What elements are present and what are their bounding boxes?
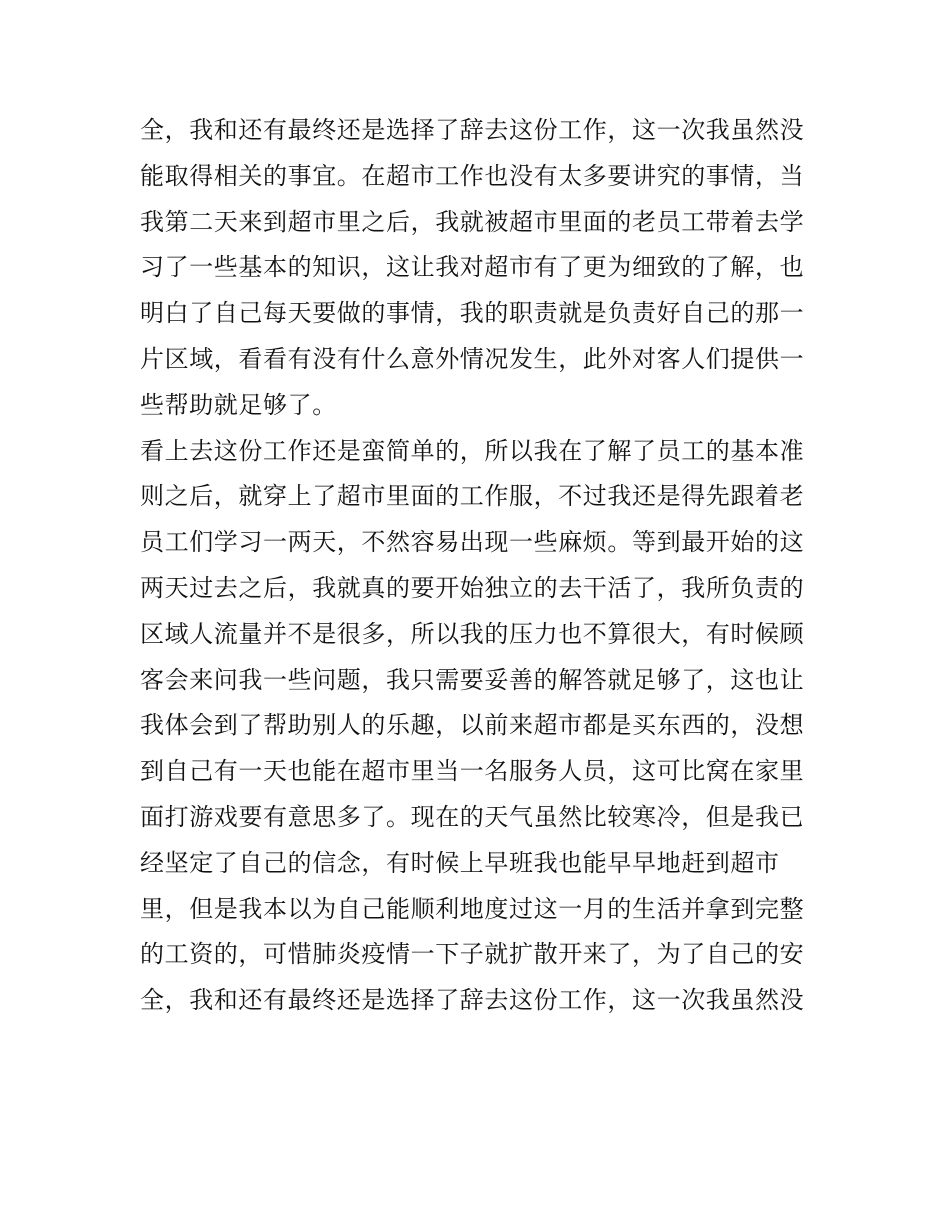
text-line: 里，但是我本以为自己能顺利地度过这一月的生活并拿到完整 <box>140 894 805 923</box>
text-line: 全，我和还有最终还是选择了辞去这份工作，这一次我虽然没 <box>140 986 805 1015</box>
text-line: 看上去这份工作还是蛮简单的，所以我在了解了员工的基本准 <box>140 436 805 465</box>
text-line: 片区域，看看有没有什么意外情况发生，此外对客人们提供一 <box>140 344 805 373</box>
text-line: 面打游戏要有意思多了。现在的天气虽然比较寒冷，但是我已 <box>140 802 805 831</box>
text-line: 习了一些基本的知识，这让我对超市有了更为细致的了解，也 <box>140 253 805 282</box>
text-line: 我体会到了帮助别人的乐趣，以前来超市都是买东西的，没想 <box>140 711 805 740</box>
text-line: 全，我和还有最终还是选择了辞去这份工作，这一次我虽然没 <box>140 116 805 144</box>
text-line: 员工们学习一两天，不然容易出现一些麻烦。等到最开始的这 <box>140 528 805 557</box>
text-line: 则之后，就穿上了超市里面的工作服，不过我还是得先跟着老 <box>140 482 805 511</box>
text-line: 两天过去之后，我就真的要开始独立的去干活了，我所负责的 <box>140 573 805 602</box>
text-line: 区域人流量并不是很多，所以我的压力也不算很大，有时候顾 <box>140 619 805 648</box>
text-line: 我第二天来到超市里之后，我就被超市里面的老员工带着去学 <box>140 207 805 236</box>
body-text <box>140 108 820 1024</box>
text-line: 能取得相关的事宜。在超市工作也没有太多要讲究的事情，当 <box>140 161 805 190</box>
text-line: 到自己有一天也能在超市里当一名服务人员，这可比窝在家里 <box>140 757 805 786</box>
text-line: 客会来问我一些问题，我只需要妥善的解答就足够了，这也让 <box>140 665 805 694</box>
text-line: 些帮助就足够了。 <box>140 390 337 419</box>
text-line: 明白了自己每天要做的事情，我的职责就是负责好自己的那一 <box>140 299 805 328</box>
text-line: 的工资的，可惜肺炎疫情一下子就扩散开来了，为了自己的安 <box>140 940 805 969</box>
text-line: 经坚定了自己的信念，有时候上早班我也能早早地赶到超市 <box>140 848 780 877</box>
